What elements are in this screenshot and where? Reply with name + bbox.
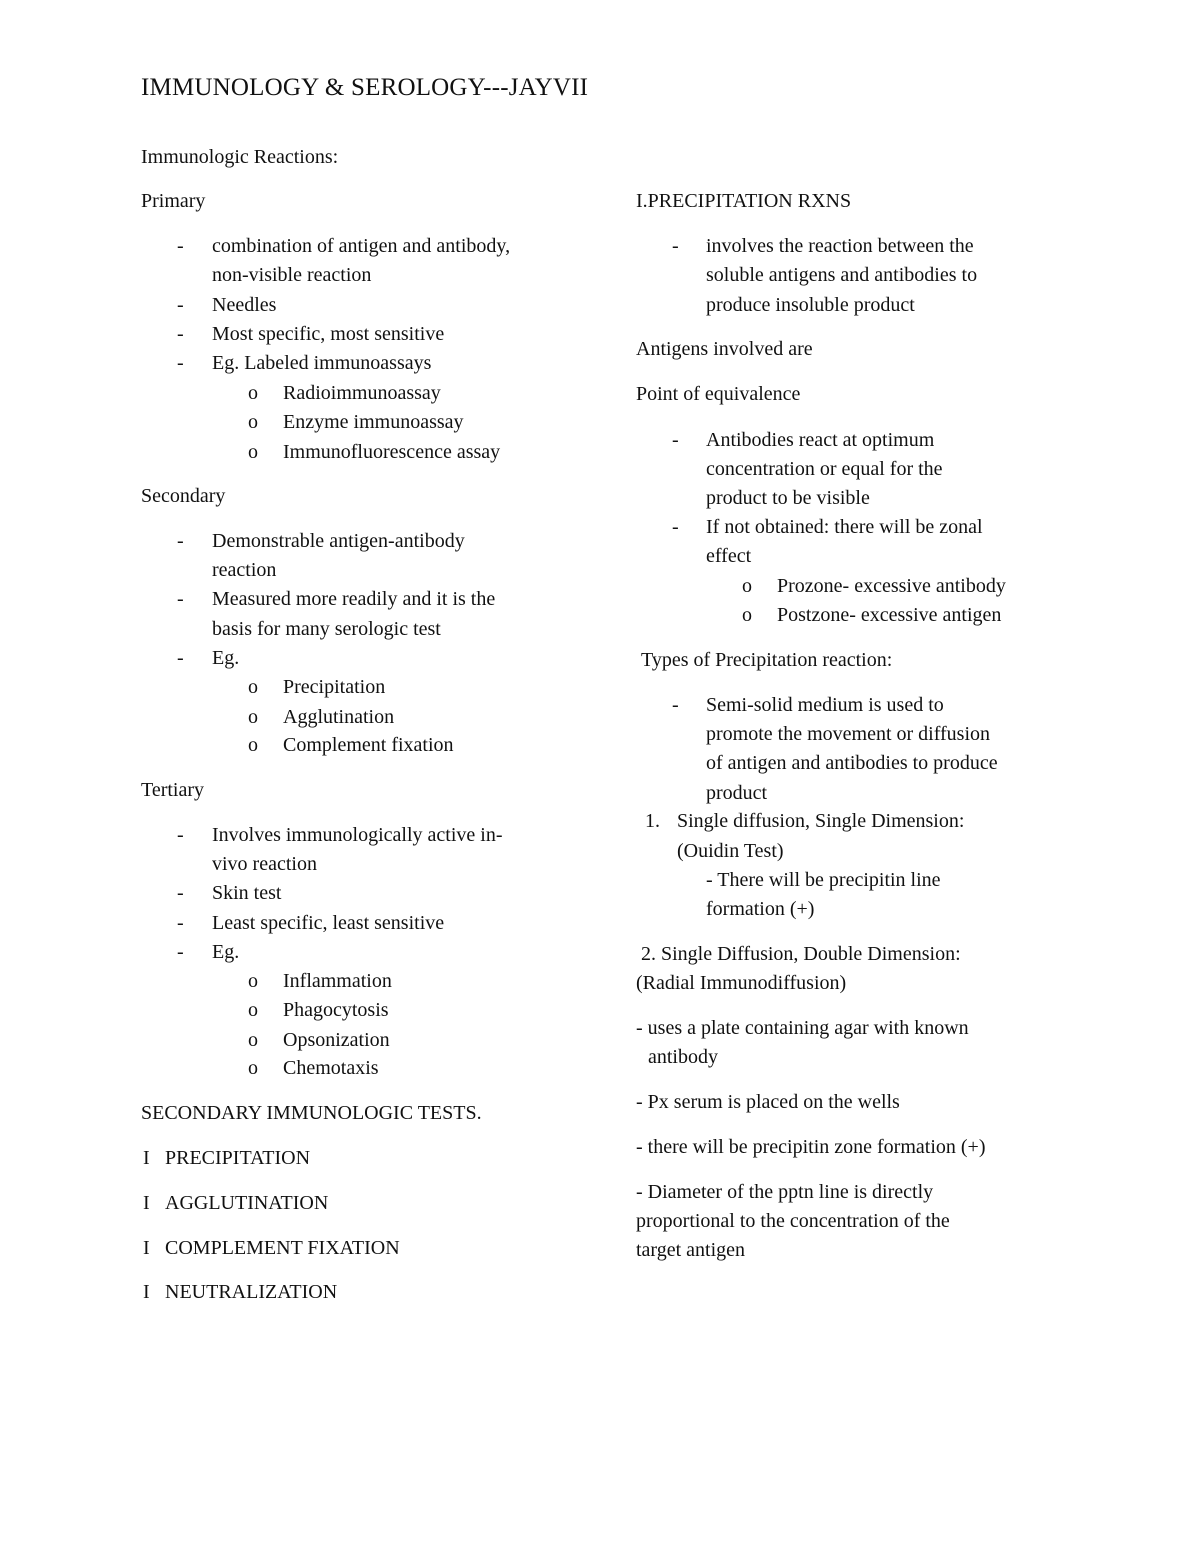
dash-marker: - bbox=[672, 516, 679, 538]
dash-marker: - bbox=[177, 588, 184, 610]
circle-marker: o bbox=[248, 970, 258, 992]
sub-list-item: Chemotaxis bbox=[283, 1057, 379, 1079]
list-item-cont: vivo reaction bbox=[212, 853, 317, 875]
circle-marker: o bbox=[248, 441, 258, 463]
primary-label: Primary bbox=[141, 190, 206, 212]
test-item: AGGLUTINATION bbox=[165, 1192, 329, 1214]
list-item: Skin test bbox=[212, 882, 282, 904]
list-item: Semi-solid medium is used to bbox=[706, 694, 944, 716]
dash-marker: - bbox=[177, 647, 184, 669]
tertiary-label: Tertiary bbox=[141, 779, 205, 801]
circle-marker: o bbox=[248, 382, 258, 404]
circle-marker: o bbox=[248, 1057, 258, 1079]
sub-list-item: Radioimmunoassay bbox=[283, 382, 441, 404]
circle-marker: o bbox=[248, 999, 258, 1021]
list-item-cont: soluble antigens and antibodies to bbox=[706, 264, 978, 286]
sub-list-item: Inflammation bbox=[283, 970, 392, 992]
bar-marker: I bbox=[143, 1192, 150, 1214]
numbered-item: 2. Single Diffusion, Double Dimension: bbox=[641, 943, 961, 965]
list-item-cont: product bbox=[706, 782, 768, 804]
list-item-cont: basis for many serologic test bbox=[212, 618, 441, 640]
dash-marker: - bbox=[177, 235, 184, 257]
list-item: Involves immunologically active in- bbox=[212, 824, 503, 846]
numbered-item: Single diffusion, Single Dimension: bbox=[677, 810, 965, 832]
list-item-cont: concentration or equal for the bbox=[706, 458, 943, 480]
paragraph: Types of Precipitation reaction: bbox=[641, 649, 893, 671]
paragraph: Point of equivalence bbox=[636, 383, 801, 405]
dash-marker: - bbox=[177, 530, 184, 552]
section-heading: Immunologic Reactions: bbox=[141, 146, 339, 168]
list-item-cont: reaction bbox=[212, 559, 277, 581]
bar-marker: I bbox=[143, 1237, 150, 1259]
list-item: Demonstrable antigen-antibody bbox=[212, 530, 465, 552]
circle-marker: o bbox=[742, 604, 752, 626]
sub-list-item: Prozone- excessive antibody bbox=[777, 575, 1006, 597]
sub-list-item: Phagocytosis bbox=[283, 999, 389, 1021]
dash-marker: - bbox=[177, 941, 184, 963]
list-item-cont: promote the movement or diffusion bbox=[706, 723, 991, 745]
dash-marker: - bbox=[177, 323, 184, 345]
sub-list-item: Agglutination bbox=[283, 706, 395, 728]
page-title: IMMUNOLOGY & SEROLOGY---JAYVII bbox=[141, 74, 589, 101]
list-item: combination of antigen and antibody, bbox=[212, 235, 511, 257]
test-item: PRECIPITATION bbox=[165, 1147, 311, 1169]
list-item: Most specific, most sensitive bbox=[212, 323, 445, 345]
numbered-item-cont: (Radial Immunodiffusion) bbox=[636, 972, 847, 994]
list-item-cont: of antigen and antibodies to produce bbox=[706, 752, 998, 774]
list-item: Eg. Labeled immunoassays bbox=[212, 352, 432, 374]
list-item-cont: non-visible reaction bbox=[212, 264, 372, 286]
list-item: Measured more readily and it is the bbox=[212, 588, 496, 610]
sub-list-item: Immunofluorescence assay bbox=[283, 441, 501, 463]
number-marker: 1. bbox=[645, 810, 660, 832]
list-item-cont: product to be visible bbox=[706, 487, 870, 509]
list-item: Least specific, least sensitive bbox=[212, 912, 445, 934]
list-item: Antibodies react at optimum bbox=[706, 429, 935, 451]
circle-marker: o bbox=[248, 1029, 258, 1051]
circle-marker: o bbox=[248, 411, 258, 433]
secondary-label: Secondary bbox=[141, 485, 226, 507]
dash-marker: - bbox=[177, 824, 184, 846]
numbered-item-cont: - There will be precipitin line bbox=[706, 869, 941, 891]
sub-list-item: Complement fixation bbox=[283, 734, 454, 756]
list-item-cont: produce insoluble product bbox=[706, 294, 915, 316]
paragraph: Antigens involved are bbox=[636, 338, 813, 360]
dash-marker: - bbox=[177, 912, 184, 934]
sub-list-item: Precipitation bbox=[283, 676, 386, 698]
circle-marker: o bbox=[248, 734, 258, 756]
list-item-cont: effect bbox=[706, 545, 752, 567]
list-item: Eg. bbox=[212, 647, 240, 669]
bar-marker: I bbox=[143, 1147, 150, 1169]
dash-marker: - bbox=[672, 694, 679, 716]
sub-list-item: Opsonization bbox=[283, 1029, 390, 1051]
sub-list-item: Postzone- excessive antigen bbox=[777, 604, 1002, 626]
test-item: NEUTRALIZATION bbox=[165, 1281, 338, 1303]
paragraph-cont: antibody bbox=[648, 1046, 718, 1068]
dash-marker: - bbox=[177, 352, 184, 374]
paragraph-cont: target antigen bbox=[636, 1239, 746, 1261]
paragraph: - Diameter of the pptn line is directly bbox=[636, 1181, 934, 1203]
dash-marker: - bbox=[672, 235, 679, 257]
tests-heading: SECONDARY IMMUNOLOGIC TESTS. bbox=[141, 1102, 482, 1124]
numbered-item-cont: (Ouidin Test) bbox=[677, 840, 784, 862]
circle-marker: o bbox=[248, 676, 258, 698]
paragraph-cont: proportional to the concentration of the bbox=[636, 1210, 950, 1232]
numbered-item-cont: formation (+) bbox=[706, 898, 815, 920]
paragraph: - uses a plate containing agar with known bbox=[636, 1017, 969, 1039]
dash-marker: - bbox=[177, 294, 184, 316]
list-item: involves the reaction between the bbox=[706, 235, 974, 257]
dash-marker: - bbox=[672, 429, 679, 451]
circle-marker: o bbox=[248, 706, 258, 728]
list-item: If not obtained: there will be zonal bbox=[706, 516, 983, 538]
sub-list-item: Enzyme immunoassay bbox=[283, 411, 464, 433]
right-heading: I.PRECIPITATION RXNS bbox=[636, 190, 852, 212]
circle-marker: o bbox=[742, 575, 752, 597]
paragraph: - there will be precipitin zone formation (+) bbox=[636, 1136, 986, 1158]
dash-marker: - bbox=[177, 882, 184, 904]
list-item: Needles bbox=[212, 294, 277, 316]
paragraph: - Px serum is placed on the wells bbox=[636, 1091, 900, 1113]
bar-marker: I bbox=[143, 1281, 150, 1303]
test-item: COMPLEMENT FIXATION bbox=[165, 1237, 400, 1259]
list-item: Eg. bbox=[212, 941, 240, 963]
